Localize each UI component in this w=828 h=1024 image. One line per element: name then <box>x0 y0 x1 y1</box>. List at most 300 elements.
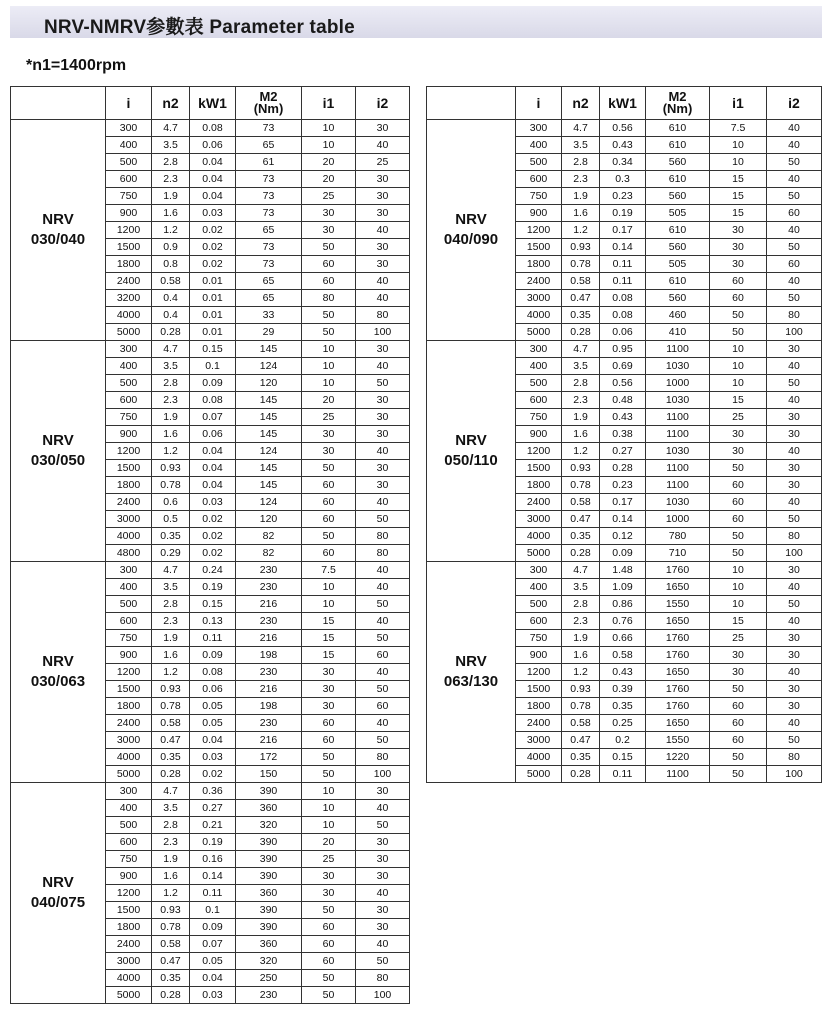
cell-i: 5000 <box>106 987 152 1004</box>
cell-m2: 710 <box>646 545 710 562</box>
cell-i1: 10 <box>710 154 767 171</box>
cell-i: 900 <box>106 205 152 222</box>
cell-kw1: 0.02 <box>190 239 236 256</box>
cell-i2: 30 <box>767 477 822 494</box>
cell-n2: 1.9 <box>152 630 190 647</box>
cell-i1: 30 <box>710 647 767 664</box>
cell-i2: 30 <box>767 562 822 579</box>
cell-i1: 50 <box>302 528 356 545</box>
cell-n2: 4.7 <box>152 783 190 800</box>
cell-m2: 1030 <box>646 358 710 375</box>
cell-i1: 20 <box>302 171 356 188</box>
cell-m2: 82 <box>236 545 302 562</box>
cell-m2: 172 <box>236 749 302 766</box>
cell-kw1: 0.11 <box>600 256 646 273</box>
cell-m2: 610 <box>646 137 710 154</box>
cell-m2: 390 <box>236 902 302 919</box>
cell-kw1: 0.11 <box>600 273 646 290</box>
cell-kw1: 0.27 <box>190 800 236 817</box>
cell-n2: 2.3 <box>562 171 600 188</box>
table-row <box>427 341 822 358</box>
cell-n2: 4.7 <box>152 341 190 358</box>
cell-i: 600 <box>516 392 562 409</box>
cell-n2: 2.8 <box>152 154 190 171</box>
cell-m2: 360 <box>236 800 302 817</box>
cell-kw1: 0.11 <box>600 766 646 783</box>
model-size: 040/075 <box>30 894 86 911</box>
cell-m2: 1760 <box>646 630 710 647</box>
cell-i1: 60 <box>710 273 767 290</box>
cell-i2: 30 <box>767 426 822 443</box>
cell-n2: 0.93 <box>562 239 600 256</box>
cell-kw1: 0.03 <box>190 749 236 766</box>
cell-m2: 230 <box>236 579 302 596</box>
cell-n2: 2.8 <box>562 375 600 392</box>
cell-i: 4000 <box>106 307 152 324</box>
cell-i2: 30 <box>767 681 822 698</box>
cell-i: 4000 <box>516 307 562 324</box>
cell-n2: 2.3 <box>152 613 190 630</box>
cell-i1: 60 <box>710 732 767 749</box>
cell-i2: 40 <box>767 613 822 630</box>
header-i2: i2 <box>356 87 410 120</box>
cell-n2: 0.47 <box>152 953 190 970</box>
cell-i2: 80 <box>767 749 822 766</box>
cell-i2: 30 <box>767 647 822 664</box>
header-kw1: kW1 <box>600 87 646 120</box>
cell-kw1: 0.09 <box>190 375 236 392</box>
cell-i2: 40 <box>767 171 822 188</box>
model-label <box>427 562 516 783</box>
cell-m2: 145 <box>236 477 302 494</box>
cell-m2: 73 <box>236 256 302 273</box>
cell-n2: 0.58 <box>152 936 190 953</box>
cell-i1: 60 <box>302 256 356 273</box>
cell-i1: 10 <box>710 341 767 358</box>
cell-i1: 10 <box>302 596 356 613</box>
cell-i2: 40 <box>767 579 822 596</box>
cell-i1: 60 <box>302 936 356 953</box>
cell-kw1: 0.12 <box>600 528 646 545</box>
cell-i1: 20 <box>302 154 356 171</box>
cell-i1: 10 <box>710 358 767 375</box>
cell-m2: 33 <box>236 307 302 324</box>
cell-m2: 610 <box>646 222 710 239</box>
cell-kw1: 0.06 <box>600 324 646 341</box>
cell-n2: 0.58 <box>562 494 600 511</box>
cell-kw1: 0.76 <box>600 613 646 630</box>
cell-i1: 25 <box>302 409 356 426</box>
cell-i2: 30 <box>356 341 410 358</box>
cell-kw1: 0.04 <box>190 477 236 494</box>
cell-i2: 30 <box>767 698 822 715</box>
cell-m2: 82 <box>236 528 302 545</box>
cell-i: 1800 <box>516 698 562 715</box>
cell-i2: 40 <box>356 222 410 239</box>
cell-kw1: 0.19 <box>190 834 236 851</box>
cell-i1: 50 <box>710 545 767 562</box>
cell-i2: 40 <box>356 137 410 154</box>
cell-i1: 50 <box>710 749 767 766</box>
cell-i1: 50 <box>710 681 767 698</box>
model-name: NRV <box>42 432 74 449</box>
cell-i1: 50 <box>302 766 356 783</box>
cell-i2: 50 <box>767 596 822 613</box>
cell-i2: 40 <box>356 443 410 460</box>
cell-kw1: 0.24 <box>190 562 236 579</box>
cell-n2: 0.78 <box>562 256 600 273</box>
cell-kw1: 0.1 <box>190 358 236 375</box>
cell-i2: 30 <box>356 460 410 477</box>
cell-m2: 1760 <box>646 681 710 698</box>
cell-m2: 390 <box>236 919 302 936</box>
cell-kw1: 0.58 <box>600 647 646 664</box>
cell-n2: 2.8 <box>152 375 190 392</box>
cell-i2: 30 <box>767 341 822 358</box>
cell-m2: 1030 <box>646 392 710 409</box>
cell-m2: 360 <box>236 936 302 953</box>
cell-i2: 50 <box>356 817 410 834</box>
parameter-table-right <box>426 86 822 783</box>
cell-n2: 0.4 <box>152 307 190 324</box>
cell-m2: 65 <box>236 222 302 239</box>
model-size: 040/090 <box>443 231 499 248</box>
table-row <box>11 120 410 137</box>
cell-i: 400 <box>106 358 152 375</box>
cell-n2: 0.47 <box>562 290 600 307</box>
cell-kw1: 0.03 <box>190 205 236 222</box>
cell-i2: 40 <box>356 613 410 630</box>
header-m2 <box>236 87 302 120</box>
cell-i: 750 <box>516 630 562 647</box>
cell-kw1: 0.01 <box>190 324 236 341</box>
cell-n2: 3.5 <box>562 579 600 596</box>
cell-i: 500 <box>516 375 562 392</box>
cell-i1: 20 <box>302 834 356 851</box>
cell-m2: 560 <box>646 154 710 171</box>
cell-i: 1500 <box>106 902 152 919</box>
cell-i: 400 <box>106 137 152 154</box>
cell-kw1: 0.19 <box>190 579 236 596</box>
cell-m2: 610 <box>646 273 710 290</box>
table-row <box>11 341 410 358</box>
cell-i1: 60 <box>302 715 356 732</box>
cell-i2: 40 <box>767 120 822 137</box>
cell-i: 900 <box>516 426 562 443</box>
cell-m2: 460 <box>646 307 710 324</box>
cell-i: 750 <box>516 409 562 426</box>
cell-i1: 25 <box>302 188 356 205</box>
cell-n2: 1.2 <box>562 443 600 460</box>
cell-i2: 40 <box>356 579 410 596</box>
cell-i2: 50 <box>356 375 410 392</box>
cell-m2: 360 <box>236 885 302 902</box>
cell-m2: 320 <box>236 817 302 834</box>
cell-i: 900 <box>516 647 562 664</box>
cell-i2: 50 <box>767 290 822 307</box>
cell-kw1: 0.38 <box>600 426 646 443</box>
cell-i1: 60 <box>710 511 767 528</box>
model-name: NRV <box>42 211 74 228</box>
cell-i: 2400 <box>516 715 562 732</box>
cell-i1: 50 <box>302 460 356 477</box>
cell-n2: 0.78 <box>152 919 190 936</box>
cell-m2: 560 <box>646 188 710 205</box>
cell-n2: 4.7 <box>152 120 190 137</box>
cell-i: 600 <box>516 613 562 630</box>
cell-i: 1500 <box>106 239 152 256</box>
table-row <box>427 562 822 579</box>
cell-i2: 50 <box>356 953 410 970</box>
cell-m2: 29 <box>236 324 302 341</box>
header-model-cell <box>11 87 106 120</box>
cell-i2: 60 <box>767 256 822 273</box>
cell-i1: 30 <box>710 222 767 239</box>
cell-i: 300 <box>516 562 562 579</box>
cell-i: 400 <box>516 137 562 154</box>
header-i: i <box>516 87 562 120</box>
cell-i: 5000 <box>516 545 562 562</box>
cell-i2: 40 <box>767 664 822 681</box>
cell-i: 1200 <box>516 222 562 239</box>
cell-m2: 1760 <box>646 647 710 664</box>
header-m2-unit: (Nm) <box>253 101 284 116</box>
cell-m2: 780 <box>646 528 710 545</box>
cell-n2: 0.35 <box>562 307 600 324</box>
cell-kw1: 0.28 <box>600 460 646 477</box>
cell-i: 1500 <box>516 239 562 256</box>
cell-kw1: 0.14 <box>600 239 646 256</box>
cell-n2: 3.5 <box>152 358 190 375</box>
cell-i2: 30 <box>356 868 410 885</box>
cell-i2: 40 <box>356 494 410 511</box>
cell-i1: 60 <box>710 715 767 732</box>
cell-i: 300 <box>106 562 152 579</box>
cell-n2: 1.2 <box>152 664 190 681</box>
cell-m2: 216 <box>236 630 302 647</box>
cell-n2: 0.58 <box>152 715 190 732</box>
cell-i2: 40 <box>767 273 822 290</box>
cell-m2: 1100 <box>646 409 710 426</box>
cell-i2: 30 <box>767 409 822 426</box>
cell-m2: 73 <box>236 188 302 205</box>
cell-m2: 73 <box>236 171 302 188</box>
cell-i: 1800 <box>106 256 152 273</box>
cell-i2: 50 <box>356 732 410 749</box>
cell-i: 750 <box>106 630 152 647</box>
cell-i: 1500 <box>516 681 562 698</box>
cell-m2: 1100 <box>646 460 710 477</box>
cell-i1: 60 <box>302 953 356 970</box>
cell-i1: 15 <box>710 188 767 205</box>
cell-i: 500 <box>106 375 152 392</box>
cell-m2: 61 <box>236 154 302 171</box>
cell-i1: 10 <box>302 341 356 358</box>
cell-i: 1200 <box>516 664 562 681</box>
cell-n2: 0.78 <box>152 477 190 494</box>
cell-m2: 1000 <box>646 511 710 528</box>
cell-i1: 30 <box>302 426 356 443</box>
cell-n2: 3.5 <box>562 137 600 154</box>
cell-i: 500 <box>106 154 152 171</box>
cell-n2: 2.8 <box>152 596 190 613</box>
cell-i1: 50 <box>302 307 356 324</box>
cell-kw1: 1.48 <box>600 562 646 579</box>
cell-kw1: 0.35 <box>600 698 646 715</box>
speed-note: *n1=1400rpm <box>26 57 127 74</box>
cell-n2: 2.8 <box>152 817 190 834</box>
cell-n2: 0.5 <box>152 511 190 528</box>
cell-m2: 1760 <box>646 562 710 579</box>
model-name: NRV <box>42 874 74 891</box>
cell-i: 2400 <box>106 936 152 953</box>
page-title: NRV-NMRV参數表 Parameter table <box>44 17 355 38</box>
cell-n2: 1.2 <box>152 222 190 239</box>
cell-i: 400 <box>106 579 152 596</box>
cell-m2: 320 <box>236 953 302 970</box>
cell-i2: 40 <box>767 715 822 732</box>
cell-kw1: 0.04 <box>190 171 236 188</box>
cell-n2: 1.6 <box>152 205 190 222</box>
cell-kw1: 0.15 <box>190 341 236 358</box>
cell-i1: 10 <box>710 596 767 613</box>
cell-n2: 0.93 <box>152 902 190 919</box>
cell-n2: 1.6 <box>152 647 190 664</box>
cell-m2: 505 <box>646 205 710 222</box>
cell-i1: 30 <box>710 426 767 443</box>
cell-m2: 390 <box>236 783 302 800</box>
header-i1: i1 <box>302 87 356 120</box>
cell-n2: 0.28 <box>152 766 190 783</box>
cell-i1: 10 <box>710 579 767 596</box>
cell-m2: 610 <box>646 171 710 188</box>
cell-kw1: 0.43 <box>600 137 646 154</box>
cell-m2: 124 <box>236 358 302 375</box>
cell-m2: 1650 <box>646 579 710 596</box>
cell-kw1: 0.36 <box>190 783 236 800</box>
cell-i1: 60 <box>302 494 356 511</box>
cell-n2: 4.7 <box>562 120 600 137</box>
cell-i1: 30 <box>302 664 356 681</box>
cell-i: 3000 <box>106 511 152 528</box>
model-name: NRV <box>455 653 487 670</box>
cell-m2: 145 <box>236 426 302 443</box>
cell-m2: 65 <box>236 290 302 307</box>
cell-i1: 60 <box>302 732 356 749</box>
cell-n2: 1.6 <box>152 868 190 885</box>
cell-n2: 3.5 <box>152 579 190 596</box>
cell-m2: 216 <box>236 596 302 613</box>
cell-kw1: 0.69 <box>600 358 646 375</box>
cell-m2: 120 <box>236 511 302 528</box>
cell-kw1: 0.02 <box>190 766 236 783</box>
cell-i2: 40 <box>356 715 410 732</box>
cell-n2: 0.47 <box>152 732 190 749</box>
cell-m2: 145 <box>236 392 302 409</box>
cell-i: 600 <box>106 171 152 188</box>
cell-kw1: 0.09 <box>190 919 236 936</box>
cell-m2: 560 <box>646 239 710 256</box>
cell-i2: 30 <box>767 630 822 647</box>
cell-kw1: 0.56 <box>600 120 646 137</box>
cell-kw1: 0.56 <box>600 375 646 392</box>
cell-m2: 1100 <box>646 766 710 783</box>
cell-i2: 50 <box>767 732 822 749</box>
cell-i: 500 <box>516 154 562 171</box>
cell-i1: 10 <box>302 817 356 834</box>
cell-n2: 0.78 <box>562 698 600 715</box>
cell-n2: 4.7 <box>562 562 600 579</box>
cell-i: 5000 <box>106 324 152 341</box>
cell-i2: 30 <box>356 239 410 256</box>
cell-n2: 1.2 <box>152 885 190 902</box>
cell-i: 1200 <box>106 885 152 902</box>
cell-i1: 30 <box>302 443 356 460</box>
cell-kw1: 0.14 <box>190 868 236 885</box>
cell-i2: 30 <box>356 919 410 936</box>
cell-i2: 100 <box>767 545 822 562</box>
cell-i2: 40 <box>356 290 410 307</box>
cell-i2: 40 <box>767 137 822 154</box>
cell-i: 3000 <box>516 290 562 307</box>
cell-m2: 250 <box>236 970 302 987</box>
cell-i: 1500 <box>516 460 562 477</box>
cell-kw1: 0.09 <box>600 545 646 562</box>
cell-m2: 65 <box>236 137 302 154</box>
cell-kw1: 0.01 <box>190 307 236 324</box>
cell-kw1: 0.43 <box>600 409 646 426</box>
cell-m2: 230 <box>236 562 302 579</box>
cell-kw1: 0.43 <box>600 664 646 681</box>
cell-i2: 100 <box>356 987 410 1004</box>
cell-kw1: 0.23 <box>600 188 646 205</box>
cell-m2: 1100 <box>646 426 710 443</box>
cell-m2: 230 <box>236 987 302 1004</box>
cell-m2: 150 <box>236 766 302 783</box>
cell-i2: 30 <box>356 120 410 137</box>
cell-i: 600 <box>106 392 152 409</box>
cell-i: 2400 <box>106 273 152 290</box>
table-row <box>11 783 410 800</box>
table-header-row <box>427 87 822 120</box>
cell-i: 300 <box>516 341 562 358</box>
model-size: 063/130 <box>443 673 499 690</box>
cell-m2: 65 <box>236 273 302 290</box>
cell-i1: 10 <box>710 562 767 579</box>
cell-i: 1800 <box>516 256 562 273</box>
cell-i2: 80 <box>356 545 410 562</box>
cell-i1: 60 <box>302 511 356 528</box>
cell-i1: 10 <box>302 783 356 800</box>
cell-i2: 30 <box>356 834 410 851</box>
cell-n2: 1.6 <box>152 426 190 443</box>
cell-m2: 1650 <box>646 664 710 681</box>
cell-i2: 40 <box>767 443 822 460</box>
cell-n2: 1.9 <box>562 409 600 426</box>
cell-i: 600 <box>516 171 562 188</box>
cell-i2: 100 <box>356 324 410 341</box>
cell-i2: 100 <box>767 766 822 783</box>
cell-i1: 10 <box>710 137 767 154</box>
cell-i1: 30 <box>710 664 767 681</box>
cell-i1: 50 <box>710 766 767 783</box>
cell-i: 1200 <box>106 222 152 239</box>
cell-i1: 60 <box>302 545 356 562</box>
cell-i: 500 <box>516 596 562 613</box>
cell-n2: 2.8 <box>562 596 600 613</box>
cell-i: 900 <box>106 426 152 443</box>
cell-i1: 15 <box>710 171 767 188</box>
